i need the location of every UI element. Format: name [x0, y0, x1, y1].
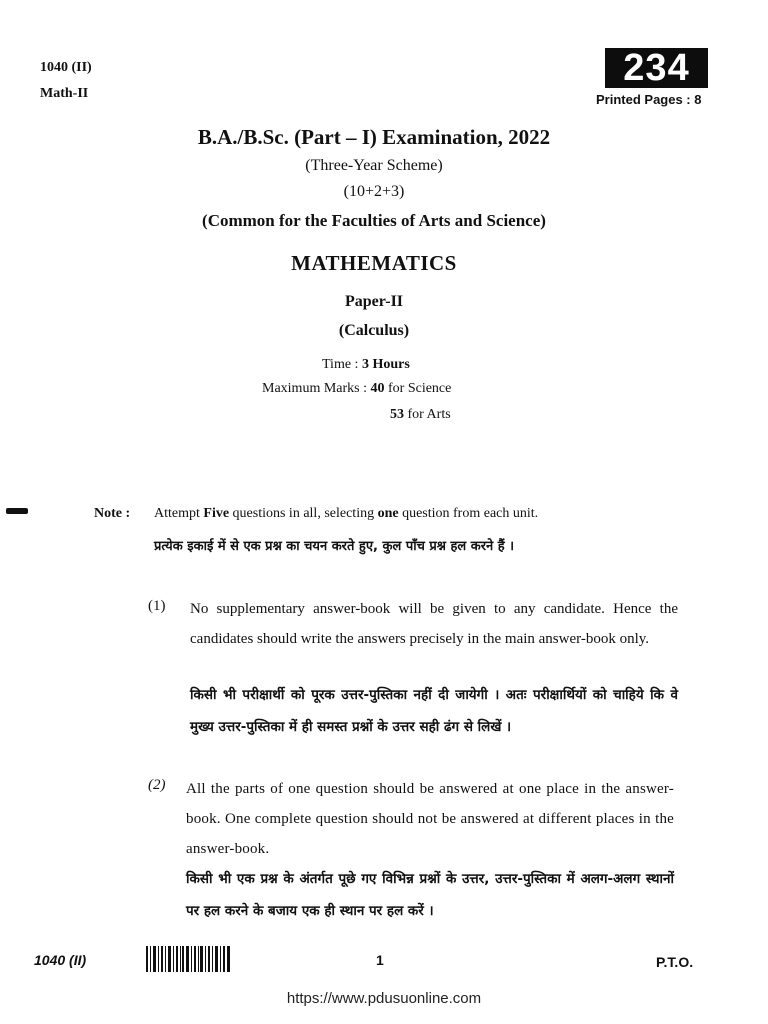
- note-text-hindi: प्रत्येक इकाई में से एक प्रश्न का चयन करते हुए, कुल पाँच प्रश्न हल करने हैं ।: [154, 539, 515, 554]
- pto-label: P.T.O.: [656, 954, 694, 970]
- note-text-part: questions in all, selecting: [229, 506, 378, 521]
- faculties: (Common for the Faculties of Arts and Science): [202, 211, 546, 230]
- paper-subject: Math-II: [40, 86, 89, 101]
- exam-title: B.A./B.Sc. (Part – I) Examination, 2022: [197, 125, 551, 149]
- code-box: 234: [605, 48, 708, 88]
- source-url: https://www.pdusuonline.com: [286, 990, 482, 1007]
- note-one: one: [377, 506, 399, 521]
- subject-title: MATHEMATICS: [291, 251, 457, 275]
- time-line: [322, 357, 410, 373]
- note-text: [154, 506, 538, 522]
- instruction-text: No supplementary answer-book will be given to any candidate. Hence the candidates should write the answers precisely in the main answer-book only.: [190, 601, 678, 647]
- max-marks-line: [262, 381, 451, 397]
- arts-marks-line: [390, 407, 451, 423]
- instruction-number: (2): [148, 777, 166, 793]
- note-text-part: question from each unit.: [398, 506, 539, 521]
- note-five: Five: [203, 506, 230, 521]
- science-text: for Science: [384, 381, 452, 396]
- printed-pages: Printed Pages : 8: [596, 92, 702, 107]
- barcode-icon: [146, 946, 230, 972]
- instruction-text-hindi: किसी भी एक प्रश्न के अंतर्गत पूछे गए विभिन्न प्रश्नों के उत्तर, उत्तर-पुस्तिका में अलग-अलग स्थानों पर हल करने के बजाय एक ही स्थान पर हल करें ।: [186, 871, 674, 919]
- arts-marks: 53: [390, 407, 404, 422]
- instruction-text: All the parts of one question should be answered at one place in the answer-book. One complete question should not be answered at different places in the answer-book.: [186, 781, 674, 857]
- time-value: 3 Hours: [361, 357, 410, 372]
- note-label: Note :: [94, 506, 131, 521]
- paper-number: Paper-II: [344, 293, 404, 310]
- scheme: (Three-Year Scheme): [305, 157, 443, 174]
- time-label: Time :: [322, 357, 362, 372]
- science-marks: 40: [370, 381, 385, 396]
- instruction-number: (1): [148, 598, 166, 614]
- page-number: 1: [376, 952, 384, 968]
- note-text-part: Attempt: [154, 506, 204, 521]
- footer-paper-code: 1040 (II): [34, 952, 87, 968]
- instruction-text-hindi: किसी भी परीक्षार्थी को पूरक उत्तर-पुस्तिका नहीं दी जायेगी । अतः परीक्षार्थियों को चाहिये कि वे मुख्य उत्तर-पुस्तिका में ही समस्त प्रश्नों के उत्तर सही ढंग से लिखें ।: [190, 687, 678, 735]
- arts-text: for Arts: [404, 407, 451, 422]
- pattern: (10+2+3): [343, 183, 405, 200]
- paper-code: 1040 (II): [40, 60, 92, 75]
- max-marks-label: Maximum Marks :: [262, 381, 371, 396]
- scan-mark: [6, 508, 28, 514]
- paper-topic: (Calculus): [338, 322, 410, 339]
